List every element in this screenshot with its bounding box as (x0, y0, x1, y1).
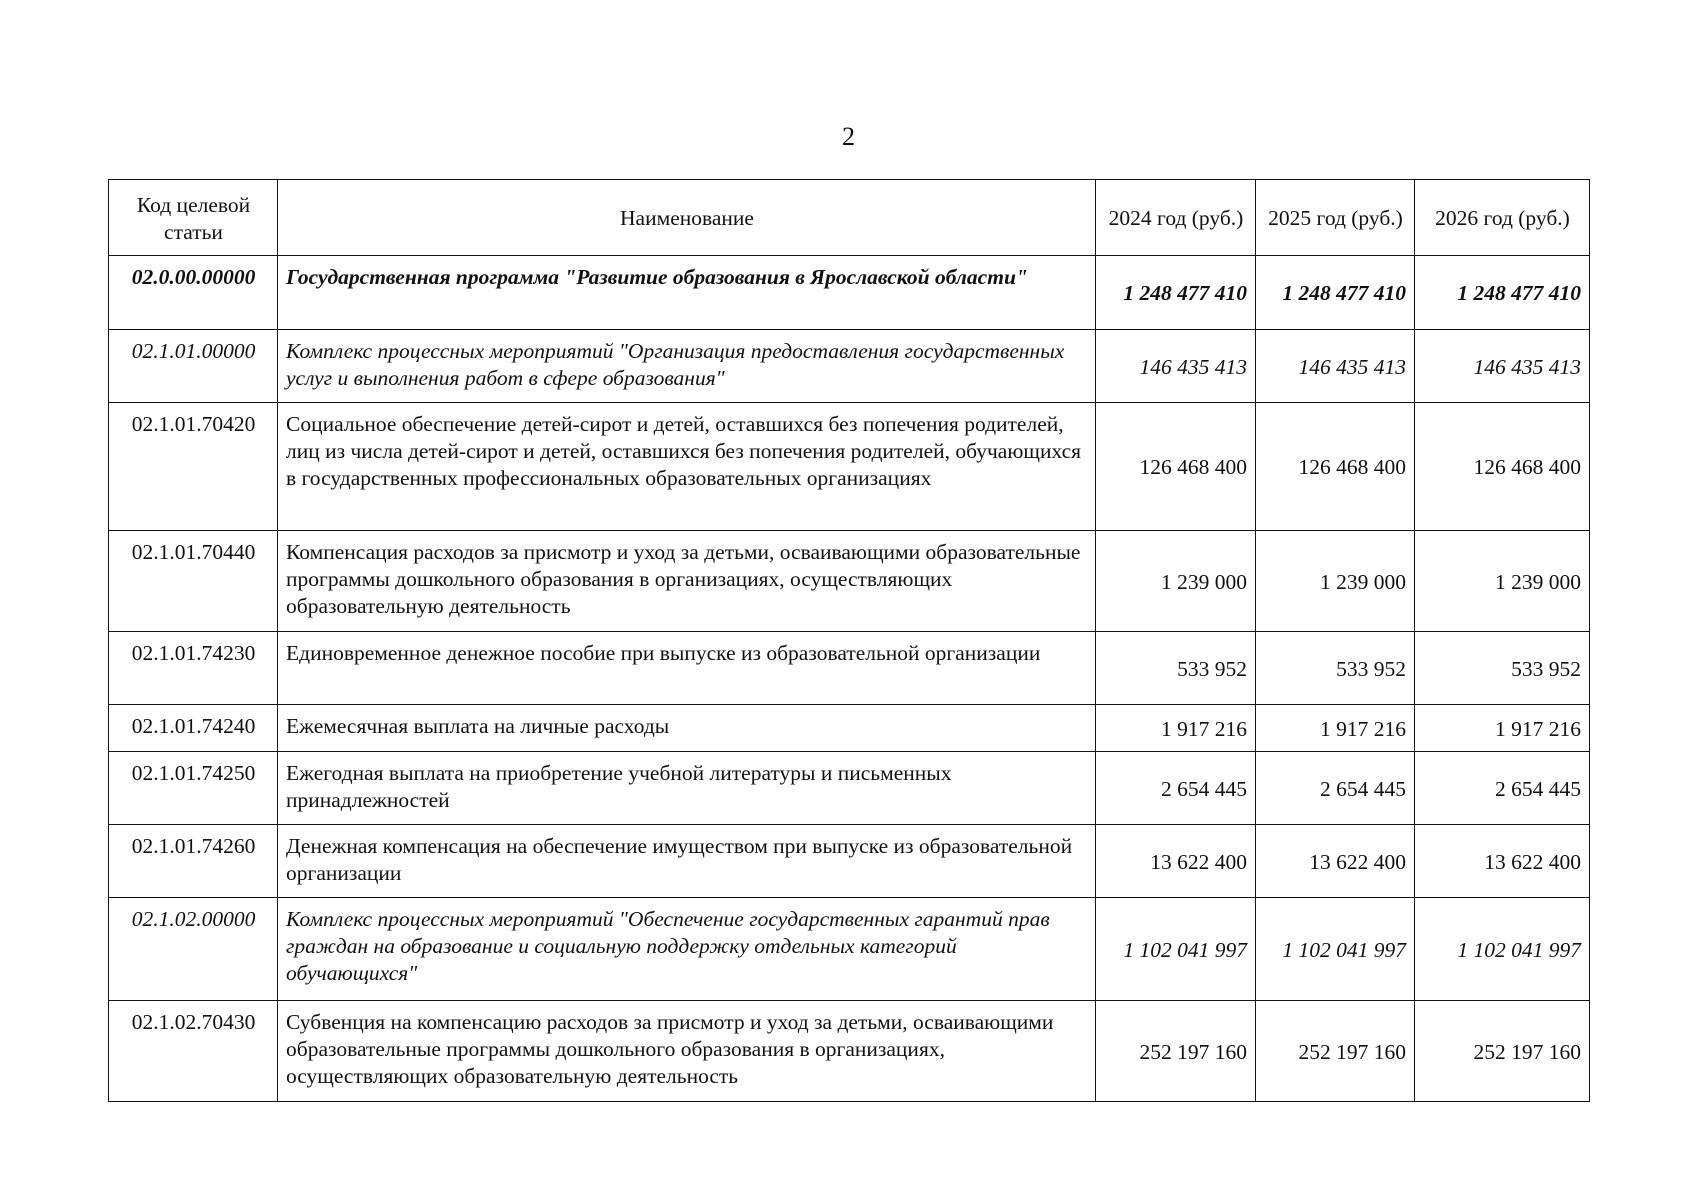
row-2025: 533 952 (1256, 632, 1415, 705)
row-name: Комплекс процессных мероприятий "Обеспечение государственных гарантий прав граждан на образование и социальную поддержку отдельных категорий обучающихся" (278, 898, 1096, 1001)
row-name: Социальное обеспечение детей-сирот и детей, оставшихся без попечения родителей, лиц из числа детей-сирот и детей, оставшихся без попечения родителей, обучающихся в государственных профессиональных образовательных организациях (278, 403, 1096, 531)
row-2026: 1 917 216 (1415, 705, 1590, 752)
row-2024: 1 239 000 (1096, 531, 1256, 632)
row-2026: 1 239 000 (1415, 531, 1590, 632)
row-2024: 1 102 041 997 (1096, 898, 1256, 1001)
header-name: Наименование (278, 180, 1096, 256)
row-2025: 1 917 216 (1256, 705, 1415, 752)
row-2026: 1 102 041 997 (1415, 898, 1590, 1001)
row-name: Субвенция на компенсацию расходов за присмотр и уход за детьми, осваивающими образовательные программы дошкольного образования в организациях, осуществляющих образовательную деятельность (278, 1001, 1096, 1102)
row-2026: 126 468 400 (1415, 403, 1590, 531)
row-2024: 1 917 216 (1096, 705, 1256, 752)
row-2026: 146 435 413 (1415, 330, 1590, 403)
header-2026: 2026 год (руб.) (1415, 180, 1590, 256)
row-code: 02.0.00.00000 (109, 256, 278, 330)
row-2024: 146 435 413 (1096, 330, 1256, 403)
row-2025: 1 239 000 (1256, 531, 1415, 632)
table-row (109, 898, 1590, 1001)
row-code: 02.1.01.70420 (109, 403, 278, 531)
row-2024: 13 622 400 (1096, 825, 1256, 898)
row-2025: 146 435 413 (1256, 330, 1415, 403)
row-name: Ежемесячная выплата на личные расходы (278, 705, 1096, 752)
row-2025: 252 197 160 (1256, 1001, 1415, 1102)
row-2025: 126 468 400 (1256, 403, 1415, 531)
row-2026: 13 622 400 (1415, 825, 1590, 898)
row-code: 02.1.01.74260 (109, 825, 278, 898)
table-row (109, 825, 1590, 898)
row-2026: 2 654 445 (1415, 752, 1590, 825)
row-name: Комплекс процессных мероприятий "Организация предоставления государственных услуг и выполнения работ в сфере образования" (278, 330, 1096, 403)
row-code: 02.1.01.74250 (109, 752, 278, 825)
table-row (109, 632, 1590, 705)
table-row (109, 1001, 1590, 1102)
row-2025: 1 248 477 410 (1256, 256, 1415, 330)
row-name: Ежегодная выплата на приобретение учебной литературы и письменных принадлежностей (278, 752, 1096, 825)
row-code: 02.1.02.70430 (109, 1001, 278, 1102)
row-code: 02.1.01.70440 (109, 531, 278, 632)
row-2024: 533 952 (1096, 632, 1256, 705)
header-row (109, 180, 1590, 256)
row-name: Единовременное денежное пособие при выпуске из образовательной организации (278, 632, 1096, 705)
row-name: Денежная компенсация на обеспечение имуществом при выпуске из образовательной организации (278, 825, 1096, 898)
row-code: 02.1.01.74230 (109, 632, 278, 705)
table-row (109, 256, 1590, 330)
row-2026: 1 248 477 410 (1415, 256, 1590, 330)
row-name: Компенсация расходов за присмотр и уход за детьми, осваивающими образовательные программы дошкольного образования в организациях, осуществляющих образовательную деятельность (278, 531, 1096, 632)
page-number: 2 (842, 122, 855, 151)
row-2024: 126 468 400 (1096, 403, 1256, 531)
row-2024: 252 197 160 (1096, 1001, 1256, 1102)
budget-table (108, 179, 1590, 1102)
row-code: 02.1.01.74240 (109, 705, 278, 752)
header-2025: 2025 год (руб.) (1256, 180, 1415, 256)
row-2026: 533 952 (1415, 632, 1590, 705)
row-2024: 1 248 477 410 (1096, 256, 1256, 330)
row-2025: 2 654 445 (1256, 752, 1415, 825)
row-code: 02.1.02.00000 (109, 898, 278, 1001)
row-2024: 2 654 445 (1096, 752, 1256, 825)
row-code: 02.1.01.00000 (109, 330, 278, 403)
table-row (109, 531, 1590, 632)
table-row (109, 705, 1590, 752)
header-2024: 2024 год (руб.) (1096, 180, 1256, 256)
header-code: Код целевой статьи (109, 180, 278, 256)
table-row (109, 403, 1590, 531)
row-2025: 13 622 400 (1256, 825, 1415, 898)
row-2025: 1 102 041 997 (1256, 898, 1415, 1001)
row-2026: 252 197 160 (1415, 1001, 1590, 1102)
row-name: Государственная программа "Развитие образования в Ярославской области" (278, 256, 1096, 330)
table-row (109, 752, 1590, 825)
table-row (109, 330, 1590, 403)
